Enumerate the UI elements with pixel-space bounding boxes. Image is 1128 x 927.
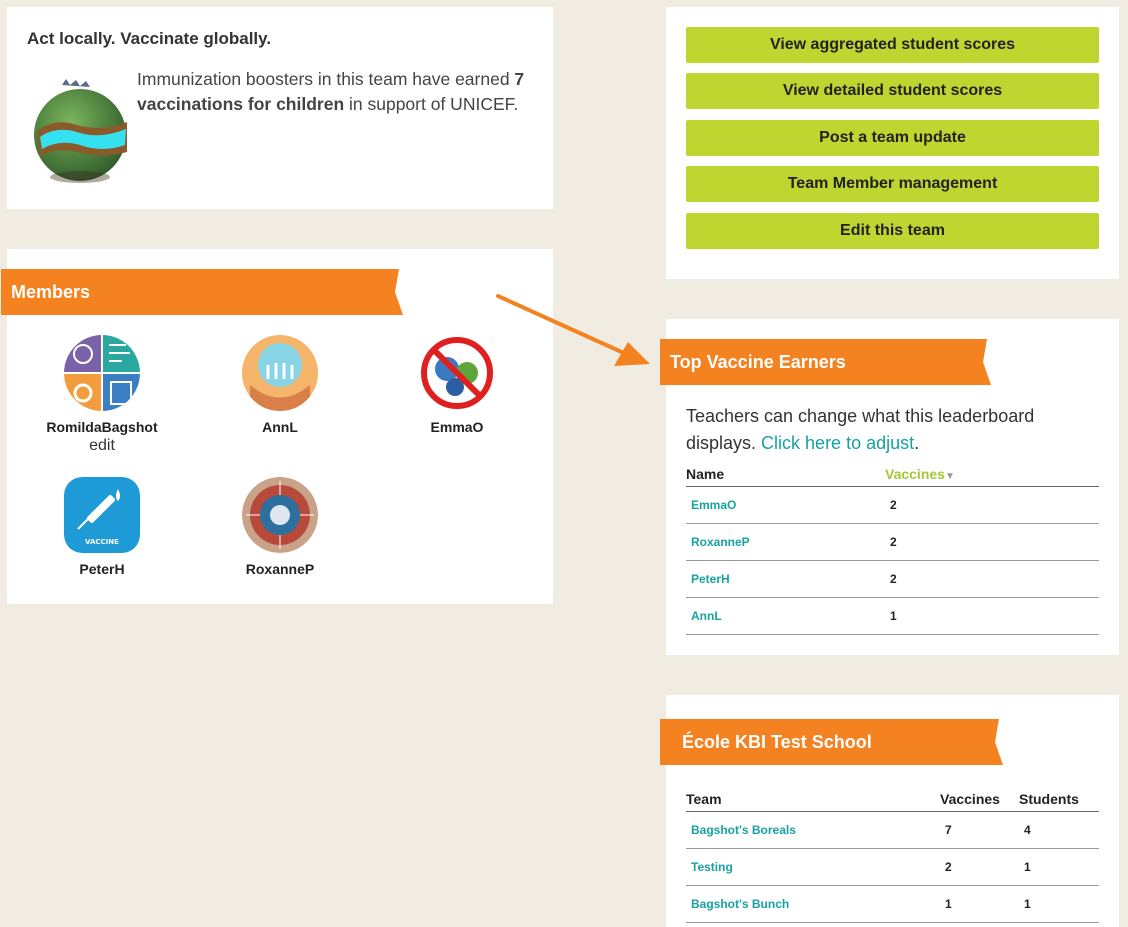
column-header-students: Students xyxy=(1019,790,1079,807)
leaderboard-heading-text: Top Vaccine Earners xyxy=(670,351,846,372)
science-tiles-icon xyxy=(64,335,140,411)
vaccine-count: 2 xyxy=(890,498,897,512)
adjust-leaderboard-link[interactable]: Click here to adjust xyxy=(761,433,915,453)
unicef-card xyxy=(7,7,553,209)
actions-card xyxy=(666,7,1119,279)
column-header-vaccines[interactable] xyxy=(885,466,955,482)
virus-icon xyxy=(242,477,318,553)
leaderboard-table xyxy=(686,461,1099,635)
school-heading-text: École KBI Test School xyxy=(682,731,872,752)
team-name-link[interactable]: Testing xyxy=(691,860,733,874)
member-edit-link[interactable]: edit xyxy=(89,437,115,454)
members-heading-text: Members xyxy=(11,281,91,302)
member-name[interactable]: AnnL xyxy=(262,419,298,435)
member-peterh[interactable] xyxy=(27,477,177,577)
member-annl[interactable] xyxy=(205,335,355,435)
unicef-text xyxy=(137,67,537,117)
pointer-arrow-icon xyxy=(490,288,660,378)
school-card xyxy=(666,695,1119,927)
table-row xyxy=(686,487,1099,524)
leaderboard-intro-end: . xyxy=(914,433,920,453)
vaccine-count: 7 xyxy=(945,823,952,837)
column-header-name[interactable]: Name xyxy=(686,465,725,482)
unicef-title: Act locally. Vaccinate globally. xyxy=(27,29,272,48)
table-row xyxy=(686,849,1099,886)
hands-people-icon xyxy=(242,335,318,411)
student-count: 1 xyxy=(1024,897,1031,911)
members-heading xyxy=(1,269,407,315)
svg-text:VACCINE: VACCINE xyxy=(85,538,119,546)
column-header-vaccines: Vaccines xyxy=(940,790,1000,807)
leaderboard-intro xyxy=(686,403,1106,457)
leaderboard-intro-text: Teachers can change what this leaderboard displays. xyxy=(686,406,1035,453)
unicef-vaccination-count: 7 vaccinations for children xyxy=(137,69,525,114)
student-count: 1 xyxy=(1024,860,1031,874)
student-name-link[interactable]: PeterH xyxy=(691,572,730,586)
edit-team-button[interactable]: Edit this team xyxy=(686,213,1099,249)
school-table xyxy=(686,786,1099,923)
team-member-management-button[interactable]: Team Member management xyxy=(686,166,1099,202)
student-count: 4 xyxy=(1024,823,1031,837)
column-header-vaccines-label: Vaccines xyxy=(885,465,945,482)
column-header-team: Team xyxy=(686,790,722,807)
post-team-update-button[interactable]: Post a team update xyxy=(686,120,1099,156)
team-name-link[interactable]: Bagshot's Boreals xyxy=(691,823,796,837)
vaccine-count: 1 xyxy=(890,609,897,623)
student-name-link[interactable]: AnnL xyxy=(691,609,722,623)
vaccine-count: 1 xyxy=(945,897,952,911)
sort-down-icon: ▼ xyxy=(944,470,955,482)
student-name-link[interactable]: EmmaO xyxy=(691,498,737,512)
table-row xyxy=(686,812,1099,849)
member-name[interactable]: RoxanneP xyxy=(245,561,315,577)
globe-icon xyxy=(32,77,132,187)
student-name-link[interactable]: RoxanneP xyxy=(691,535,750,549)
member-name[interactable]: PeterH xyxy=(79,561,125,577)
member-name[interactable]: EmmaO xyxy=(430,419,484,435)
table-row xyxy=(686,598,1099,635)
vaccine-count: 2 xyxy=(890,572,897,586)
leaderboard-heading xyxy=(660,339,995,385)
table-row xyxy=(686,886,1099,923)
unicef-text-pre: Immunization boosters in this team have earned xyxy=(137,69,515,89)
school-heading xyxy=(660,719,1007,765)
view-detailed-scores-button[interactable]: View detailed student scores xyxy=(686,73,1099,109)
table-row xyxy=(686,561,1099,598)
members-card xyxy=(7,249,553,604)
view-aggregated-scores-button[interactable]: View aggregated student scores xyxy=(686,27,1099,63)
member-roxannep[interactable] xyxy=(205,477,355,577)
table-header xyxy=(686,461,1099,487)
member-romildabagshot[interactable] xyxy=(27,335,177,455)
unicef-text-post: in support of UNICEF. xyxy=(344,94,519,114)
vaccine-syringe-icon xyxy=(64,477,140,553)
vaccine-count: 2 xyxy=(890,535,897,549)
vaccine-count: 2 xyxy=(945,860,952,874)
table-row xyxy=(686,524,1099,561)
member-name[interactable]: RomildaBagshot xyxy=(46,419,158,435)
team-name-link[interactable]: Bagshot's Bunch xyxy=(691,897,790,911)
leaderboard-card xyxy=(666,319,1119,655)
no-germs-icon xyxy=(419,335,495,411)
table-header xyxy=(686,786,1099,812)
